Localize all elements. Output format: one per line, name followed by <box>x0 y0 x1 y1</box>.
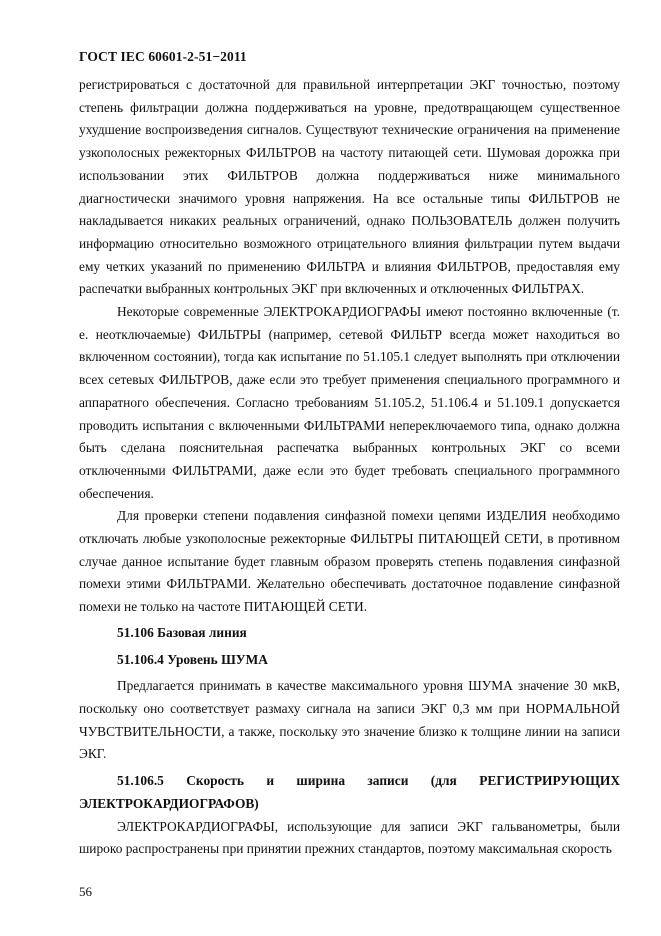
heading-noise-level: 51.106.4 Уровень ШУМА <box>117 651 268 667</box>
page-number: 56 <box>79 884 92 899</box>
heading-baseline: 51.106 Базовая линия <box>117 624 247 640</box>
document-body <box>79 74 620 861</box>
paragraph-permanent-filters: Некоторые современные ЭЛЕКТРОКАРДИОГРАФЫ имеют постоянно включенные (т. е. неотключаемые) ФИЛЬТРЫ (например, сетевой ФИЛЬТР всегда может находиться во включенном состоянии), тогда как испытание по 51.105.1 следует выполнять при отключении всех сетевых ФИЛЬТРОВ, даже если это требует применения специального программного и аппаратного обеспечения. Согласно требованиям 51.105.2, 51.106.4 и 51.109.1 допускается проводить испытания с включенными ФИЛЬТРАМИ непереключаемого типа, однако должна быть сделана пояснительная распечатка выбранных контрольных ЭКГ со всеми отключенными ФИЛЬТРАМИ, даже если это будет требовать специального программного обеспечения. <box>79 304 620 501</box>
paragraph-common-mode-rejection: Для проверки степени подавления синфазной помехи цепями ИЗДЕЛИЯ необходимо отключать любые узкополосные режекторные ФИЛЬТРЫ ПИТАЮЩЕЙ СЕТИ, в противном случае данное испытание будет главным образом проверять степень подавления синфазной помехи этими ФИЛЬТРАМИ. Желательно обеспечивать достаточное подавление синфазной помехи не только на частоте ПИТАЮЩЕЙ СЕТИ. <box>79 508 620 615</box>
paragraph-noise-level: Предлагается принимать в качестве максимального уровня ШУМА значение 30 мкВ, поскольку оно соответствует размаху сигнала на записи ЭКГ 0,3 мм при НОРМАЛЬНОЙ ЧУВСТВИТЕЛЬНОСТИ, а также, поскольку это значение близко к толщине линии на записи ЭКГ. <box>79 678 620 762</box>
document-header: ГОСТ IEC 60601-2-51−2011 <box>79 49 247 64</box>
paragraph-galvanometers: ЭЛЕКТРОКАРДИОГРАФЫ, использующие для записи ЭКГ гальванометры, были широко распространены при принятии прежних стандартов, поэтому максимальная скорость <box>79 818 620 857</box>
heading-speed-and-width: 51.106.5 Скорость и ширина записи (для РЕГИСТРИРУЮЩИХ ЭЛЕКТРОКАРДИОГРАФОВ) <box>79 773 620 811</box>
paragraph-filtering-accuracy: регистрироваться с достаточной для правильной интерпретации ЭКГ точностью, поэтому степень фильтрации должна поддерживаться на уровне, предотвращающем существенное ухудшение воспроизведения сигналов. Существуют технические ограничения на применение узкополосных режекторных ФИЛЬТРОВ на частоту питающей сети. Шумовая дорожка при использовании этих ФИЛЬТРОВ должна поддерживаться ниже минимального диагностически значимого уровня напряжения. На все остальные типы ФИЛЬТРОВ не накладывается никаких реальных ограничений, однако ПОЛЬЗОВАТЕЛЬ должен получить информацию относительно возможного отрицательного влияния фильтрации путем выдачи ему четких указаний по применению ФИЛЬТРА и влияния ФИЛЬТРОВ, предоставляя ему распечатки выбранных контрольных ЭКГ при включенных и отключенных ФИЛЬТРАХ. <box>79 77 620 297</box>
